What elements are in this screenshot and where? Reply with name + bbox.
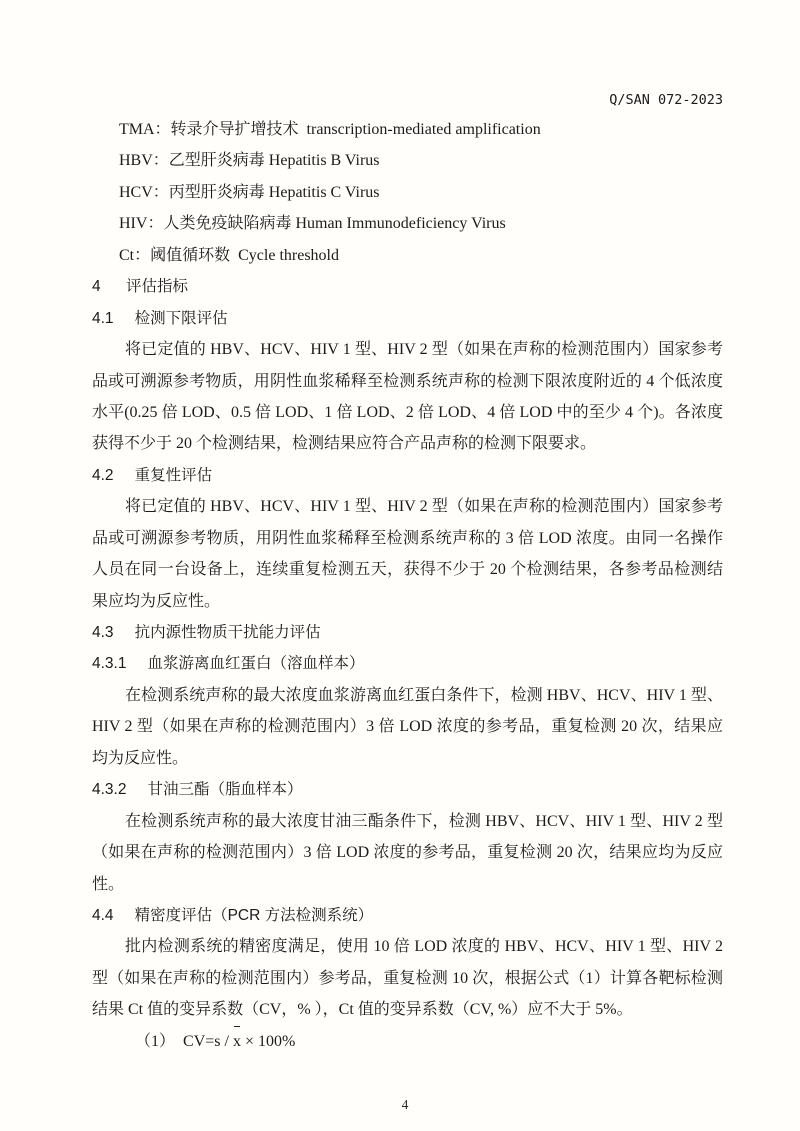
clause-title: 精密度评估（PCR 方法检测系统） (134, 906, 374, 924)
paragraph-line: 批内检测系统的精密度满足，使用 10 倍 LOD 浓度的 HBV、HCV、HIV 1 型、HIV 2 (125, 938, 723, 956)
abbreviation-line: HCV：丙型肝炎病毒 Hepatitis C Virus (119, 183, 380, 201)
paragraph-line: HIV 2 型（如果在声称的检测范围内）3 倍 LOD 浓度的参考品，重复检测 20 次，结果应 (92, 718, 723, 736)
clause-title: 血浆游离血红蛋白（溶血样本） (147, 655, 365, 673)
paragraph-line: 人员在同一台设备上，连续重复检测五天，获得不少于 20 个检测结果，各参考品检测结 (92, 561, 723, 579)
clause-title: 甘油三酯（脂血样本） (147, 781, 303, 799)
clause-heading (92, 774, 723, 805)
clause-number: 4 (92, 278, 101, 296)
clause-title: 检测下限评估 (134, 309, 228, 327)
paragraph-line: 结果 Ct 值的变异系数（CV，% ），Ct 值的变异系数（CV, %）应不大于 5%。 (92, 1001, 633, 1019)
abbreviation-line: Ct：阈值循环数 Cycle threshold (119, 246, 339, 264)
paragraph-line: 在检测系统声称的最大浓度血浆游离血红蛋白条件下，检测 HBV、HCV、HIV 1 型、 (125, 686, 723, 704)
abbreviation-line: TMA：转录介导扩增技术 transcription-mediated amplification (119, 121, 541, 138)
clause-title: 重复性评估 (134, 466, 213, 484)
paragraph-line: （如果在声称的检测范围内）3 倍 LOD 浓度的参考品，重复检测 20 次，结果应均为反应 (92, 844, 723, 862)
paragraph-line: 果应均为反应性。 (92, 592, 221, 610)
paragraph-line: 品或可溯源参考物质，用阴性血浆稀释至检测系统声称的 3 倍 LOD 浓度。由同一名操作 (92, 529, 723, 547)
formula-body: CV=s / (179, 1032, 233, 1050)
clause-heading (92, 303, 723, 334)
paragraph-line: 型（如果在声称的检测范围内）参考品，重复检测 10 次，根据公式（1）计算各靶标检测 (92, 969, 723, 987)
paragraph-line: 获得不少于 20 个检测结果，检测结果应符合产品声称的检测下限要求。 (92, 435, 597, 453)
clause-heading (92, 271, 723, 302)
clause-number: 4.1 (92, 309, 114, 327)
clause-heading (92, 617, 723, 648)
paragraph-line: 将已定值的 HBV、HCV、HIV 1 型、HIV 2 型（如果在声称的检测范围内）国家参考 (125, 498, 723, 516)
clause-number: 4.2 (92, 466, 114, 484)
formula-line (92, 1026, 723, 1057)
clause-number: 4.3.2 (92, 781, 127, 799)
clause-title: 抗内源性物质干扰能力评估 (134, 624, 321, 641)
paragraph-line: 在检测系统声称的最大浓度甘油三酯条件下，检测 HBV、HCV、HIV 1 型、HIV 2 型 (125, 812, 723, 830)
paragraph-line: 品或可溯源参考物质，用阴性血浆稀释至检测系统声称的检测下限浓度附近的 4 个低浓度 (92, 372, 723, 390)
document-body (92, 114, 723, 1057)
clause-heading (92, 648, 723, 679)
abbreviation-line: HIV：人类免疫缺陷病毒 Human Immunodeficiency Virus (119, 215, 506, 233)
clause-number: 4.3 (92, 624, 114, 641)
clause-title: 评估指标 (126, 278, 189, 296)
formula-label: （1） (135, 1032, 176, 1050)
paragraph-line: 将已定值的 HBV、HCV、HIV 1 型、HIV 2 型（如果在声称的检测范围内）国家参考 (125, 341, 723, 359)
page-number: 4 (401, 1097, 409, 1112)
clause-heading (92, 460, 723, 491)
paragraph-line: 水平(0.25 倍 LOD、0.5 倍 LOD、1 倍 LOD、2 倍 LOD、4 倍 LOD 中的至少 4 个)。各浓度 (92, 403, 723, 421)
clause-number: 4.3.1 (92, 655, 127, 673)
paragraph-line: 均为反应性。 (92, 749, 189, 767)
formula-body-tail: × 100% (240, 1032, 296, 1050)
clause-heading (92, 900, 723, 931)
standard-number: Q/SAN 072-2023 (609, 92, 723, 108)
paragraph-line: 性。 (92, 875, 125, 893)
clause-number: 4.4 (92, 906, 114, 924)
x-bar-symbol: x (233, 1026, 241, 1057)
abbreviation-line: HBV：乙型肝炎病毒 Hepatitis B Virus (119, 152, 380, 170)
